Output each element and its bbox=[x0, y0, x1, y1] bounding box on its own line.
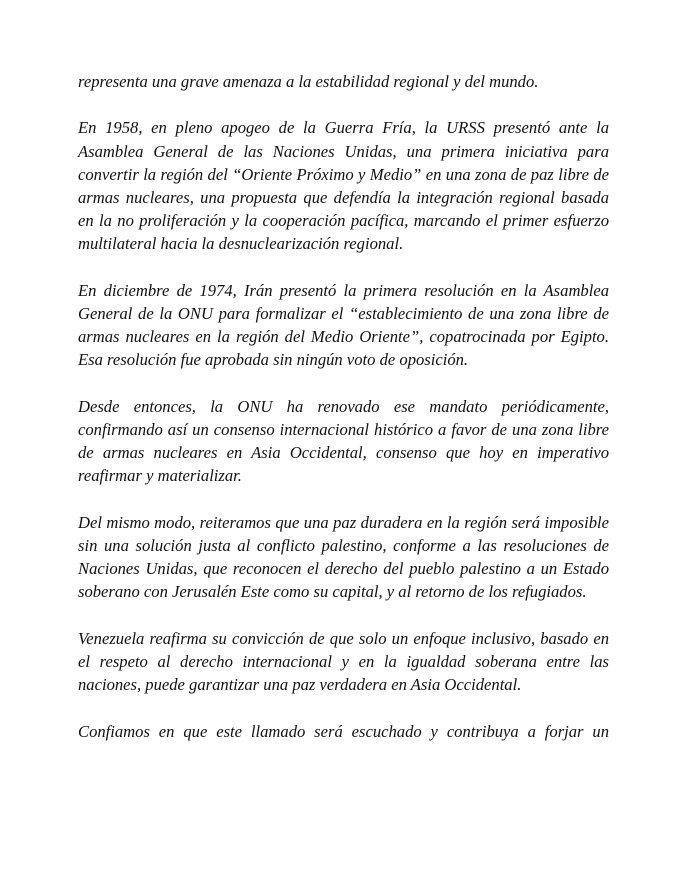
paragraph-closing: Confiamos en que este llamado será escuchado y contribuya a forjar un bbox=[78, 721, 609, 741]
paragraph-un-mandate: Desde entonces, la ONU ha renovado ese mandato periódicamente, confirmando así un consenso internacional histórico a favor de una zona libre de armas nucleares en Asia Occidental, consenso que hoy en imperativo reafirmar y materializar. bbox=[78, 396, 609, 486]
document-page bbox=[78, 70, 609, 743]
paragraph-1974-resolution: En diciembre de 1974, Irán presentó la primera resolución en la Asamblea General de la ONU para formalizar el “establecimiento de una zona libre de armas nucleares en la región del Medio Oriente”, copatrocinada por Egipto. Esa resolución fue aprobada sin ningún voto de oposición. bbox=[78, 280, 609, 370]
paragraph-continuation: representa una grave amenaza a la estabilidad regional y del mundo. bbox=[78, 72, 539, 91]
paragraph-palestine: Del mismo modo, reiteramos que una paz duradera en la región será imposible sin una solución justa al conflicto palestino, conforme a las resoluciones de Naciones Unidas, que reconocen el derecho del pueblo palestino a un Estado soberano con Jerusalén Este como su capital, y al retorno de los refugiados. bbox=[78, 512, 609, 602]
paragraph-venezuela: Venezuela reafirma su convicción de que solo un enfoque inclusivo, basado en el respeto al derecho internacional y en la igualdad soberana entre las naciones, puede garantizar una paz verdadera en Asia Occidental. bbox=[78, 628, 609, 695]
paragraph-1958-initiative: En 1958, en pleno apogeo de la Guerra Fría, la URSS presentó ante la Asamblea General de las Naciones Unidas, una primera iniciativa para convertir la región del “Oriente Próximo y Medio” en una zona de paz libre de armas nucleares, una propuesta que defendía la integración regional basada en la no proliferación y la cooperación pacífica, marcando el primer esfuerzo multilateral hacia la desnuclearización regional. bbox=[78, 118, 609, 254]
